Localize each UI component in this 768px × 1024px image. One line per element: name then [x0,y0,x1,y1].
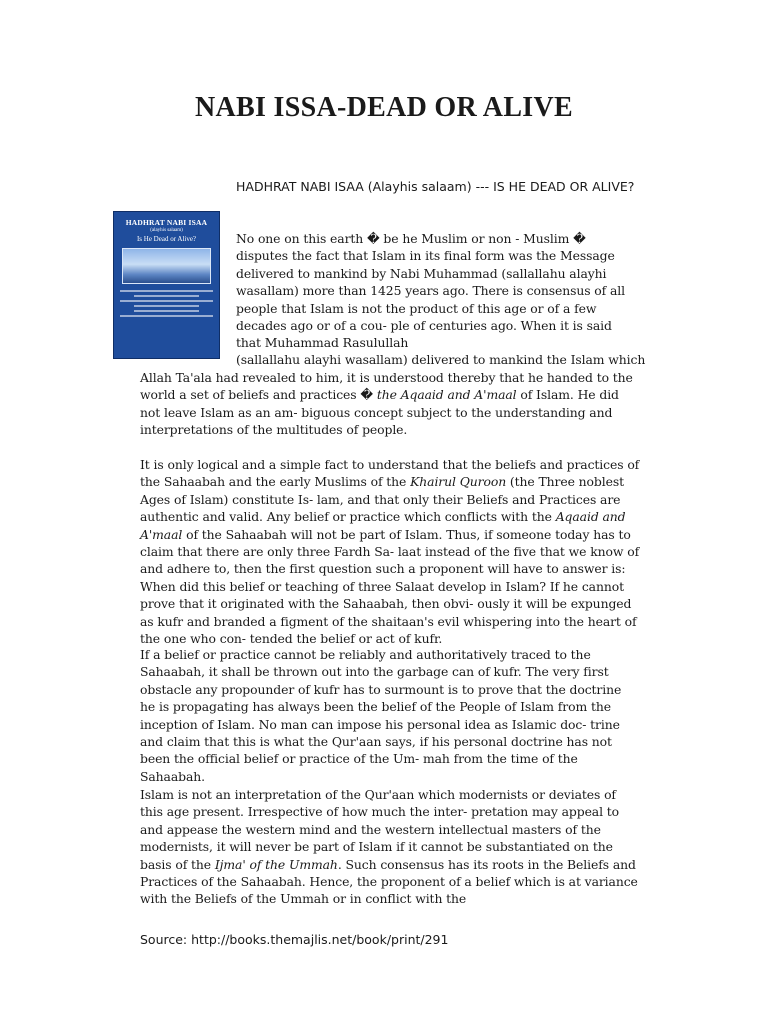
cover-small-print [120,290,213,317]
paragraph-5: If a belief or practice cannot be reliably and authoritatively traced to the Sahaabah, it shall be thrown out into the garbage can of kufr. The very first obstacle any propounder of kufr has to surmount is to prove that the doctrine he is propagating has always been the belief of the People of Islam from the inception of Islam. No man can impose his personal idea as Islamic doc- trine and claim that this is what the Qur'aan says, if his personal doctrine has not been the official belief or practice of the Um- mah from the time of the Sahaabah. [140,647,622,784]
paragraph-4 [140,456,640,647]
paragraph-3-text-b: of Islam. He did not leave Islam as an am- biguous concept subject to the understanding and interpretations of the multitudes of people. [140,387,619,438]
paragraph-4-text-b: (the Three noblest Ages of Islam) constitute Is- lam, and that only their Beliefs and Practices are authentic and valid. Any belief or practice which conflicts with the [140,474,624,525]
paragraph-1: No one on this earth � be he Muslim or non - Muslim � disputes the fact that Islam in its final form was the Message delivered to mankind by Nabi Muhammad (sallallahu alayhi wasallam) more than 1425 years ago. There is consensus of all people that Islam is not the product of this age or of a few decades ago or of a cou- ple of centuries ago. When it is said that Muhammad Rasulullah [236,231,626,351]
paragraph-4-emphasis-2: Aqaaid and A'maal [140,509,626,542]
paragraph-4-text-c: of the Sahaabah will not be part of Islam. Thus, if someone today has to claim that there are only three Fardh Sa- laat instead of the five that we know of and adhere to, then the first question such a proponent will have to answer is: When did this belief or teaching of three Salaat develop in Islam? If he cannot prove that it originated with the Sahaabah, then obvi- ously it will be expunged as kufr and branded a figment of the shaitaan's evil whispering into the heart of the one who con- tended the belief or act of kufr. [140,526,640,647]
paragraph-6 [140,786,640,908]
cover-question: Is He Dead or Alive? [136,235,197,243]
cover-subtitle: (alayhis salaam) [150,228,183,233]
paragraph-2: (sallallahu alayhi wasallam) delivered to mankind the Islam which [236,352,646,367]
paragraph-6-text-a: Islam is not an interpretation of the Qur'aan which modernists or deviates of this age present. Irrespective of how much the inter- pretation may appeal to and appease the western mind and the western intellectual masters of the modernists, it will never be part of Islam if it cannot be substantiated on the basis of the [140,787,620,872]
paragraph-3-emphasis: the Aqaaid and A'maal [376,387,517,403]
source-link[interactable]: Source: http://books.themajlis.net/book/print/291 [140,932,449,947]
cover-sky-picture [122,248,211,284]
paragraph-6-text-b: . Such consensus has its roots in the Beliefs and Practices of the Sahaabah. Hence, the proponent of a belief which is at variance with the Beliefs of the Ummah or in conflict with the [140,856,638,907]
paragraph-6-emphasis: Ijma' of the Ummah [214,856,338,872]
paragraph-3 [140,369,640,439]
article-heading: HADHRAT NABI ISAA (Alayhis salaam) --- IS HE DEAD OR ALIVE? [236,179,635,194]
cover-title: HADHRAT NABI ISAA [125,218,208,227]
paragraph-4-text-a: It is only logical and a simple fact to understand that the beliefs and practices of the Sahaabah and the early Muslims of the [140,457,640,490]
book-cover-image [113,211,220,359]
paragraph-4-emphasis-1: Khairul Quroon [410,474,507,490]
paragraph-3-text-a: Allah Ta'ala had revealed to him, it is understood thereby that he handed to the world a set of beliefs and practices � [140,370,633,403]
page-title: NABI ISSA-DEAD OR ALIVE [195,92,573,123]
